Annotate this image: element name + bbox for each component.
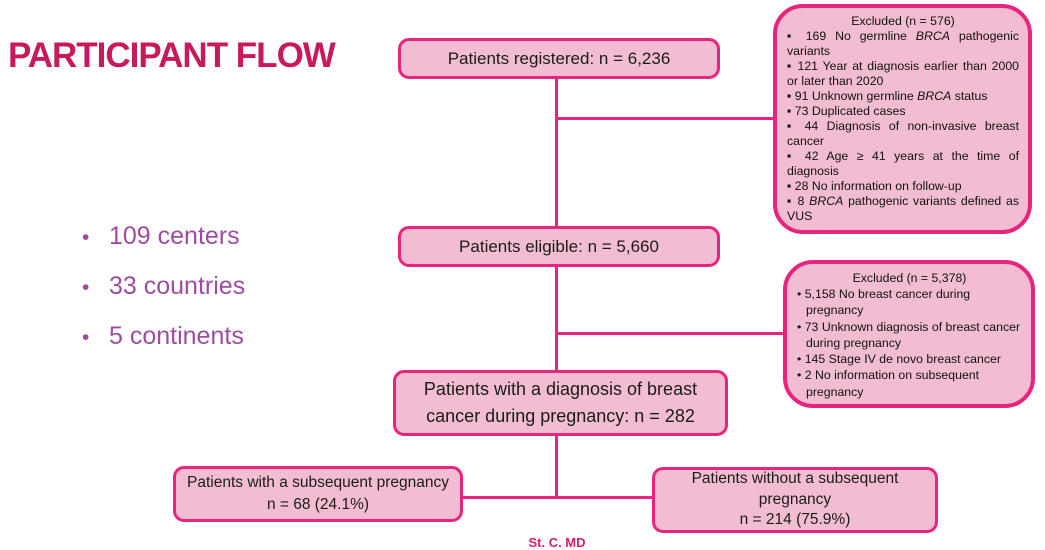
- stat-item: • 5 continents: [82, 322, 245, 351]
- excluded-box-header: Excluded (n = 5,378): [852, 271, 967, 285]
- flow-box-text-line: n = 214 (75.9%): [739, 511, 851, 529]
- excluded-box-eligibility: [783, 260, 1035, 408]
- connector-split-horizontal: [461, 496, 654, 499]
- excluded-box-items: [797, 286, 1022, 400]
- stat-item: • 33 countries: [82, 272, 245, 301]
- flow-box-text-line: Patients with a subsequent pregnancy: [187, 473, 449, 491]
- excluded-box-items: [787, 29, 1019, 224]
- flow-box-text-line: Patients without a subsequent: [691, 469, 899, 487]
- excluded-item: • 73 Unknown diagnosis of breast cancer during pregnancy: [797, 319, 1021, 350]
- page-title: PARTICIPANT FLOW: [8, 36, 335, 75]
- flow-box-patients-eligible: [398, 226, 720, 267]
- study-stats-list: [82, 222, 245, 372]
- excluded-item: ▪ 42 Age ≥ 41 years at the time of diagnosis: [787, 149, 1019, 178]
- connector-branch-excluded-registration: [557, 117, 773, 120]
- excluded-item: • 5,158 No breast cancer during pregnancy: [797, 287, 971, 318]
- stat-item: • 109 centers: [82, 222, 245, 251]
- excluded-box-header: Excluded (n = 576): [851, 14, 955, 28]
- excluded-item: ▪ 91 Unknown germline BRCA status: [787, 89, 988, 103]
- excluded-item: ▪ 44 Diagnosis of non-invasive breast cancer: [787, 119, 1019, 148]
- connector-registered-to-eligible: [555, 78, 558, 228]
- excluded-box-registration: [773, 4, 1032, 234]
- excluded-item: ▪ 121 Year at diagnosis earlier than 2000 or later than 2020: [787, 59, 1019, 88]
- excluded-item: ▪ 28 No information on follow-up: [787, 179, 962, 193]
- flow-box-text-line: cancer during pregnancy: n = 282: [426, 406, 695, 426]
- connector-branch-excluded-eligibility: [557, 332, 783, 335]
- flow-box-patients-registered: [398, 38, 720, 79]
- excluded-item: ▪ 8 BRCA pathogenic variants defined as VUS: [787, 194, 1019, 223]
- flow-box-text-line: pregnancy: [758, 490, 832, 508]
- excluded-item: ▪ 169 No germline BRCA pathogenic variants: [787, 29, 1019, 58]
- flow-box-text-line: Patients with a diagnosis of breast: [423, 379, 698, 399]
- excluded-item: • 145 Stage IV de novo breast cancer: [797, 352, 1001, 367]
- connector-diagnosis-to-split: [555, 435, 558, 498]
- flow-box-subsequent-pregnancy: [173, 466, 463, 522]
- excluded-item: • 2 No information on subsequent pregnancy: [797, 368, 980, 399]
- connector-eligible-to-diagnosis: [555, 266, 558, 372]
- excluded-item: ▪ 73 Duplicated cases: [787, 104, 906, 118]
- clipped-credit-text: St. C. MD: [528, 535, 586, 550]
- flow-box-text-line: Patients eligible: n = 5,660: [459, 236, 659, 256]
- flow-box-text-line: Patients registered: n = 6,236: [447, 48, 671, 68]
- flow-box-no-subsequent-pregnancy: [652, 467, 938, 533]
- flow-box-diagnosis-during-pregnancy: [393, 370, 728, 436]
- flow-box-text-line: n = 68 (24.1%): [266, 496, 370, 513]
